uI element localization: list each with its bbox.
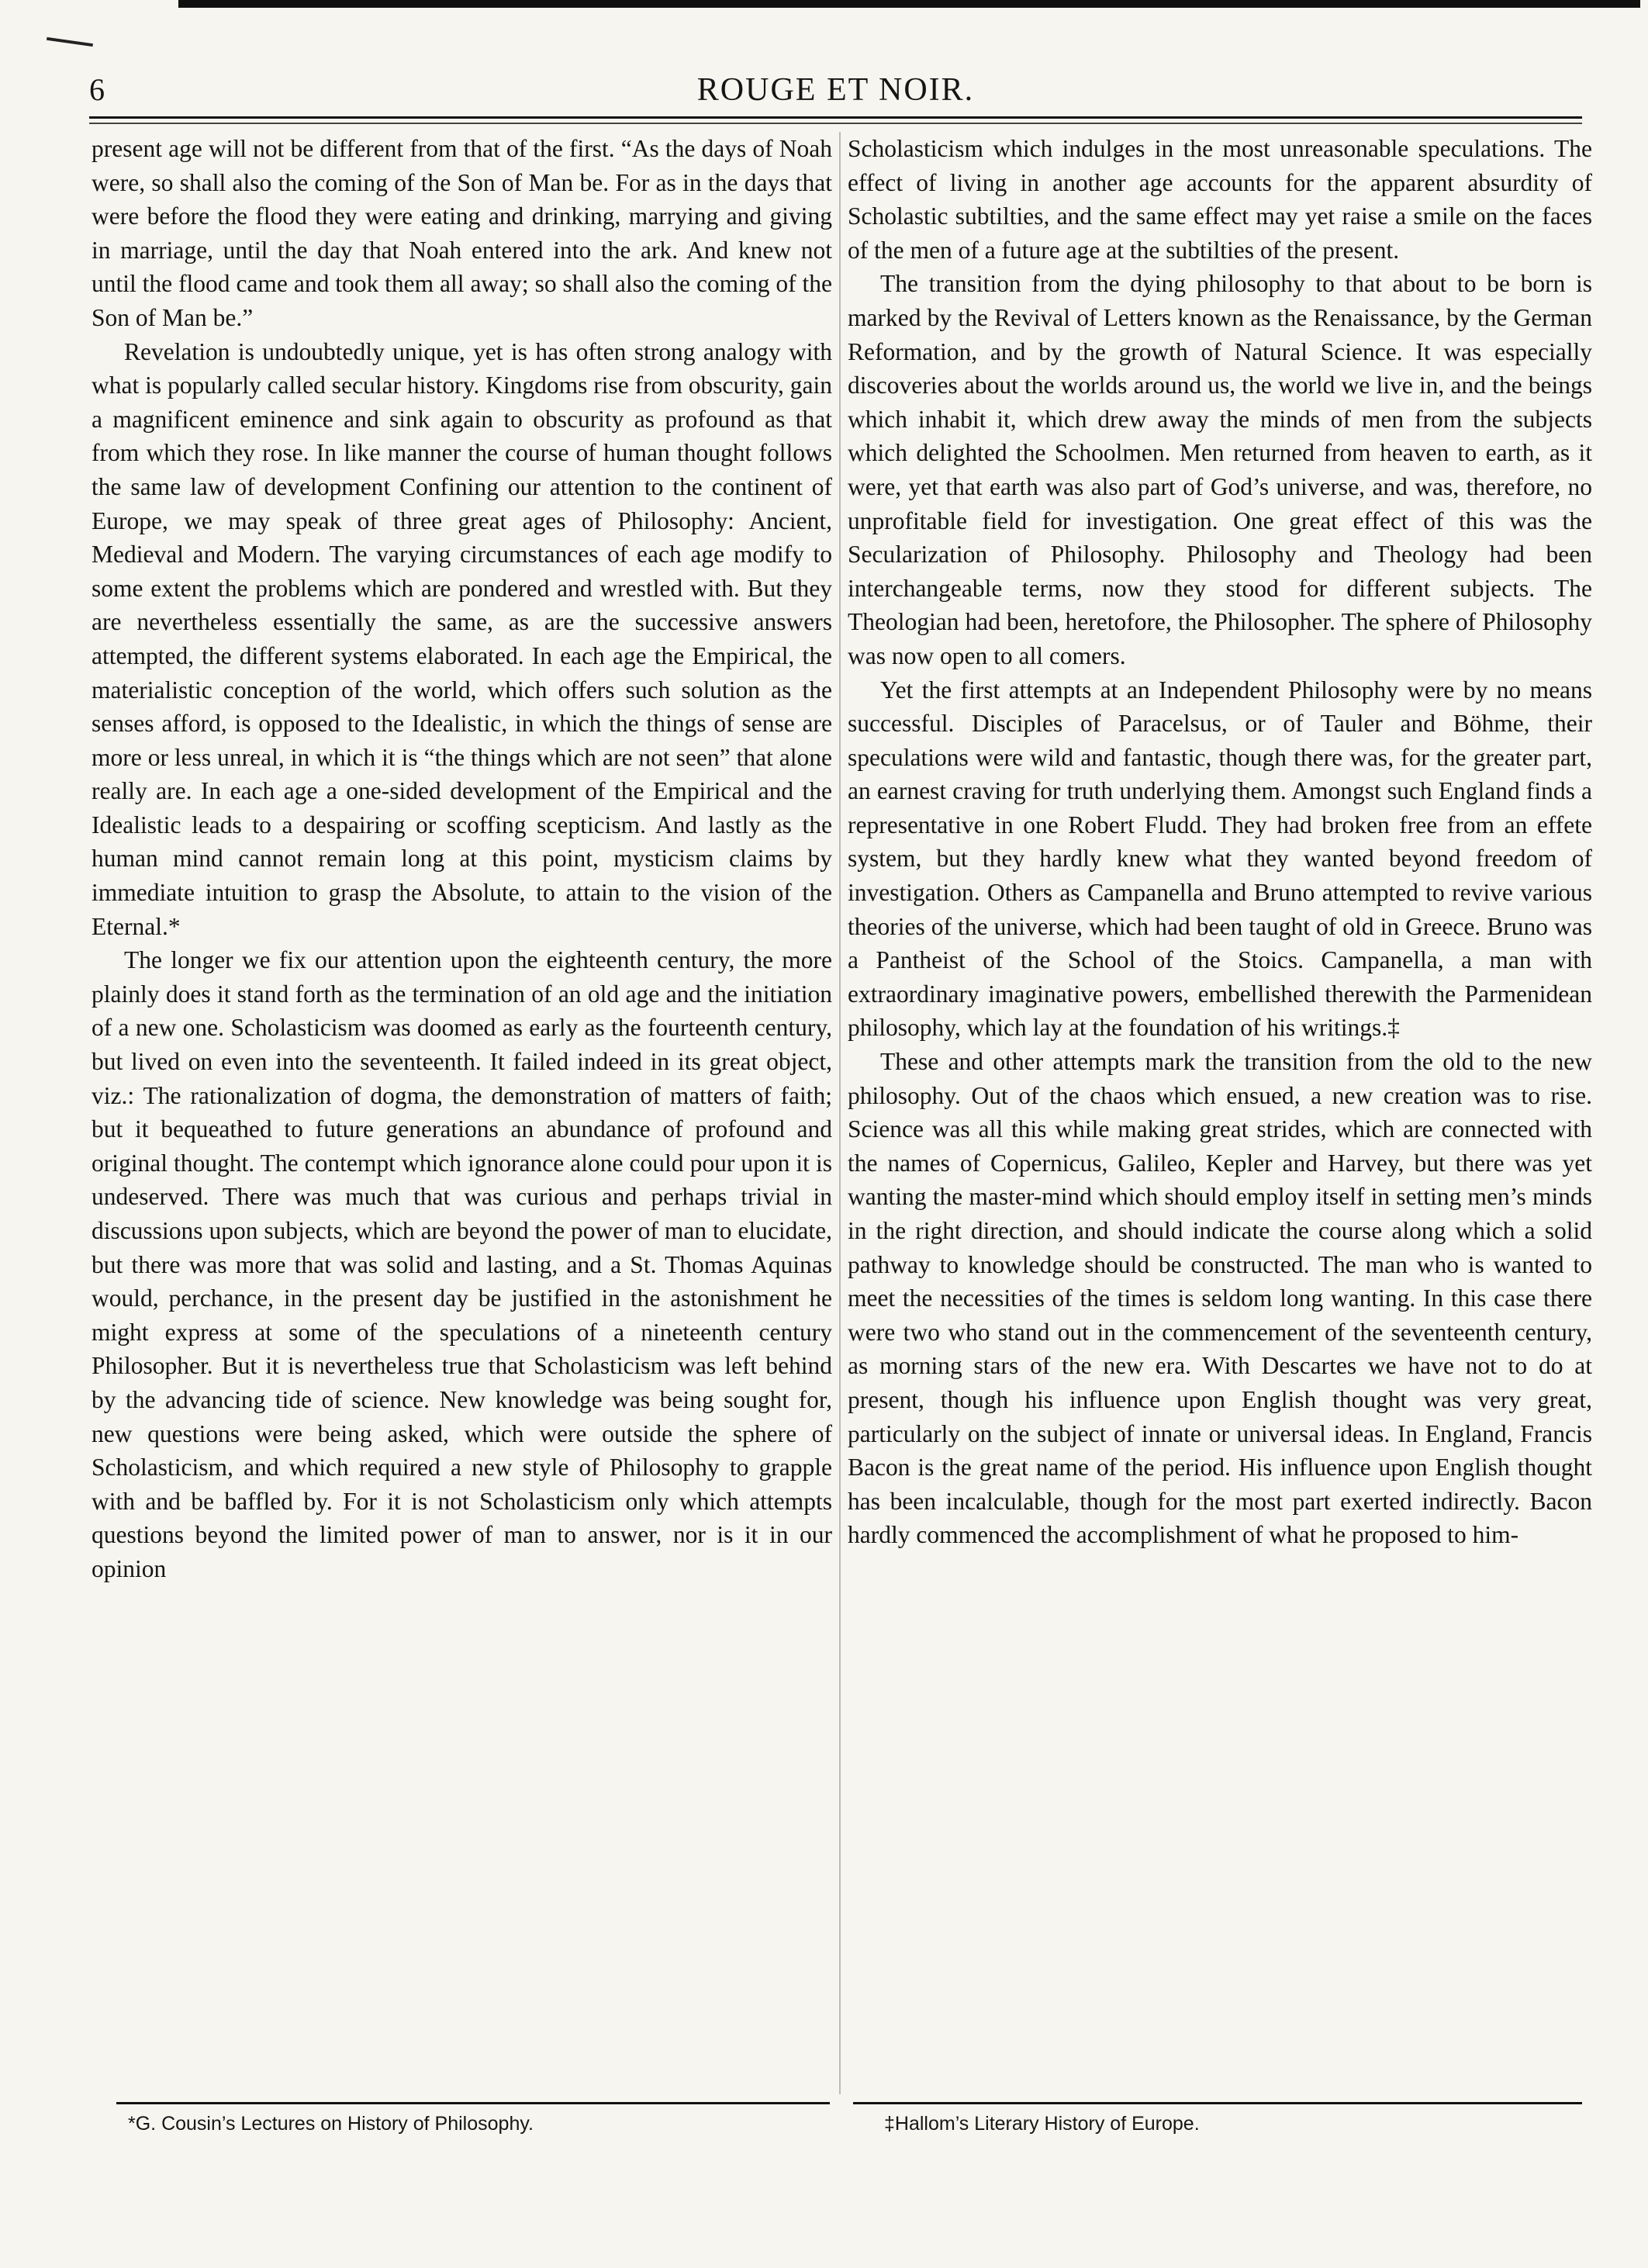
- scan-smudge: [47, 37, 93, 47]
- running-title: ROUGE ET NOIR.: [696, 72, 975, 108]
- right-column: [848, 132, 1592, 2086]
- page-number: 6: [89, 72, 105, 107]
- footnote-left: *G. Cousin’s Lectures on History of Philosophy.: [128, 2113, 534, 2135]
- column-divider: [839, 132, 841, 2094]
- footnote-rule-left: [116, 2102, 830, 2104]
- paragraph: These and other attempts mark the transition from the old to the new philosophy. Out of the chaos which ensued, a new creation was to rise. Science was all this while making great strides, which are connected with the names of Copernicus, Galileo, Kepler and Harvey, but there was yet wanting the master-mind which should employ itself in setting men’s minds in the right direction, and should indicate the course along which a solid pathway to knowledge should be constructed. The man who is wanted to meet the necessities of the times is seldom long wanting. In this case there were two who stand out in the commencement of the seventeenth century, as morning stars of the new era. With Descartes we have not to do at present, though his influence upon English thought was very great, particularly on the subject of innate or universal ideas. In England, Francis Bacon is the great name of the period. His influence upon English thought has been incalculable, though for the most part exerted indirectly. Bacon hardly commenced the accomplishment of what he proposed to him-: [848, 1048, 1592, 1549]
- scan-edge-bar: [178, 0, 1640, 8]
- left-column: [92, 132, 832, 2086]
- paragraph: Scholasticism which indulges in the most unreasonable speculations. The effect of living in another age accounts for the apparent absurdity of Scholastic subtilties, and the same effect may yet raise a smile on the faces of the men of a future age at the subtilties of the present.: [848, 135, 1592, 264]
- paragraph: The longer we fix our attention upon the eighteenth century, the more plainly does it stand forth as the termination of an old age and the initiation of a new one. Scholasticism was doomed as early as the fourteenth century, but lived on even into the seventeenth. It failed indeed in its great object, viz.: The rationalization of dogma, the demonstration of matters of faith; but it bequeathed to future generations an abundance of profound and original thought. The contempt which ignorance alone could pour upon it is undeserved. There was much that was curious and perhaps trivial in discussions upon subjects, which are beyond the power of man to elucidate, but there was more that was solid and lasting, and a St. Thomas Aquinas would, perchance, in the present day be justified in the astonishment he might express at some of the speculations of a nineteenth century Philosopher. But it is nevertheless true that Scholasticism was left behind by the advancing tide of science. New knowledge was being sought for, new questions were being asked, which were outside the sphere of Scholasticism, and which required a new style of Philosophy to grapple with and be baffled by. For it is not Scholasticism only which attempts questions beyond the limited power of man to answer, nor is it in our opinion: [92, 946, 832, 1582]
- footnote-rule-right: [853, 2102, 1582, 2104]
- paragraph: present age will not be different from that of the first. “As the days of Noah were, so shall also the coming of the Son of Man be. For as in the days that were before the flood they were eating and drinking, marrying and giving in marriage, until the day that Noah entered into the ark. And knew not until the flood came and took them all away; so shall also the coming of the Son of Man be.”: [92, 135, 832, 331]
- page-header: [89, 71, 1582, 118]
- paragraph: Yet the first attempts at an Independent Philosophy were by no means successful. Disciples of Paracelsus, or of Tauler and Böhme, their speculations were wild and fantastic, though there was, for the greater part, an earnest craving for truth underlying them. Amongst such England finds a representative in one Robert Fludd. They had broken free from an effete system, but they hardly knew what they wanted beyond freedom of investigation. Others as Campanella and Bruno attempted to revive various theories of the universe, which had been taught of old in Greece. Bruno was a Pantheist of the School of the Stoics. Campanella, a man with extraordinary imaginative powers, embellished therewith the Parmenidean philosophy, which lay at the foundation of his writings.‡: [848, 676, 1592, 1042]
- paragraph: Revelation is undoubtedly unique, yet is has often strong analogy with what is popularly called secular history. Kingdoms rise from obscurity, gain a magnificent eminence and sink again to obscurity as profound as that from which they rose. In like manner the course of human thought follows the same law of development Confining our attention to the continent of Europe, we may speak of three great ages of Philosophy: Ancient, Medieval and Modern. The varying circumstances of each age modify to some extent the problems which are pondered and wrestled with. But they are nevertheless essentially the same, as are the successive answers attempted, the different systems elaborated. In each age the Empirical, the materialistic conception of the world, which offers such solution as the senses afford, is opposed to the Idealistic, in which the things of sense are more or less unreal, in which it is “the things which are not seen” that alone really are. In each age a one-sided development of the Empirical and the Idealistic leads to a despairing or scoffing scepticism. And lastly as the human mind cannot remain long at this point, mysticism claims by immediate intuition to grasp the Absolute, to attain to the vision of the Eternal.*: [92, 337, 832, 940]
- footnote-right: ‡Hallom’s Literary History of Europe.: [884, 2113, 1200, 2135]
- paragraph: The transition from the dying philosophy to that about to be born is marked by the Revival of Letters known as the Renaissance, by the German Reformation, and by the growth of Natural Science. It was especially discoveries about the worlds around us, the world we live in, and the beings which inhabit it, which drew away the minds of men from the subjects which delighted the Schoolmen. Men returned from heaven to earth, as it were, yet that earth was also part of God’s universe, and was, therefore, no unprofitable field for investigation. One great effect of this was the Secularization of Philosophy. Philosophy and Theology had been interchangeable terms, now they stood for different subjects. The Theologian had been, heretofore, the Philosopher. The sphere of Philosophy was now open to all comers.: [848, 270, 1592, 669]
- header-rule: [89, 116, 1582, 119]
- header-rule-secondary: [89, 123, 1582, 124]
